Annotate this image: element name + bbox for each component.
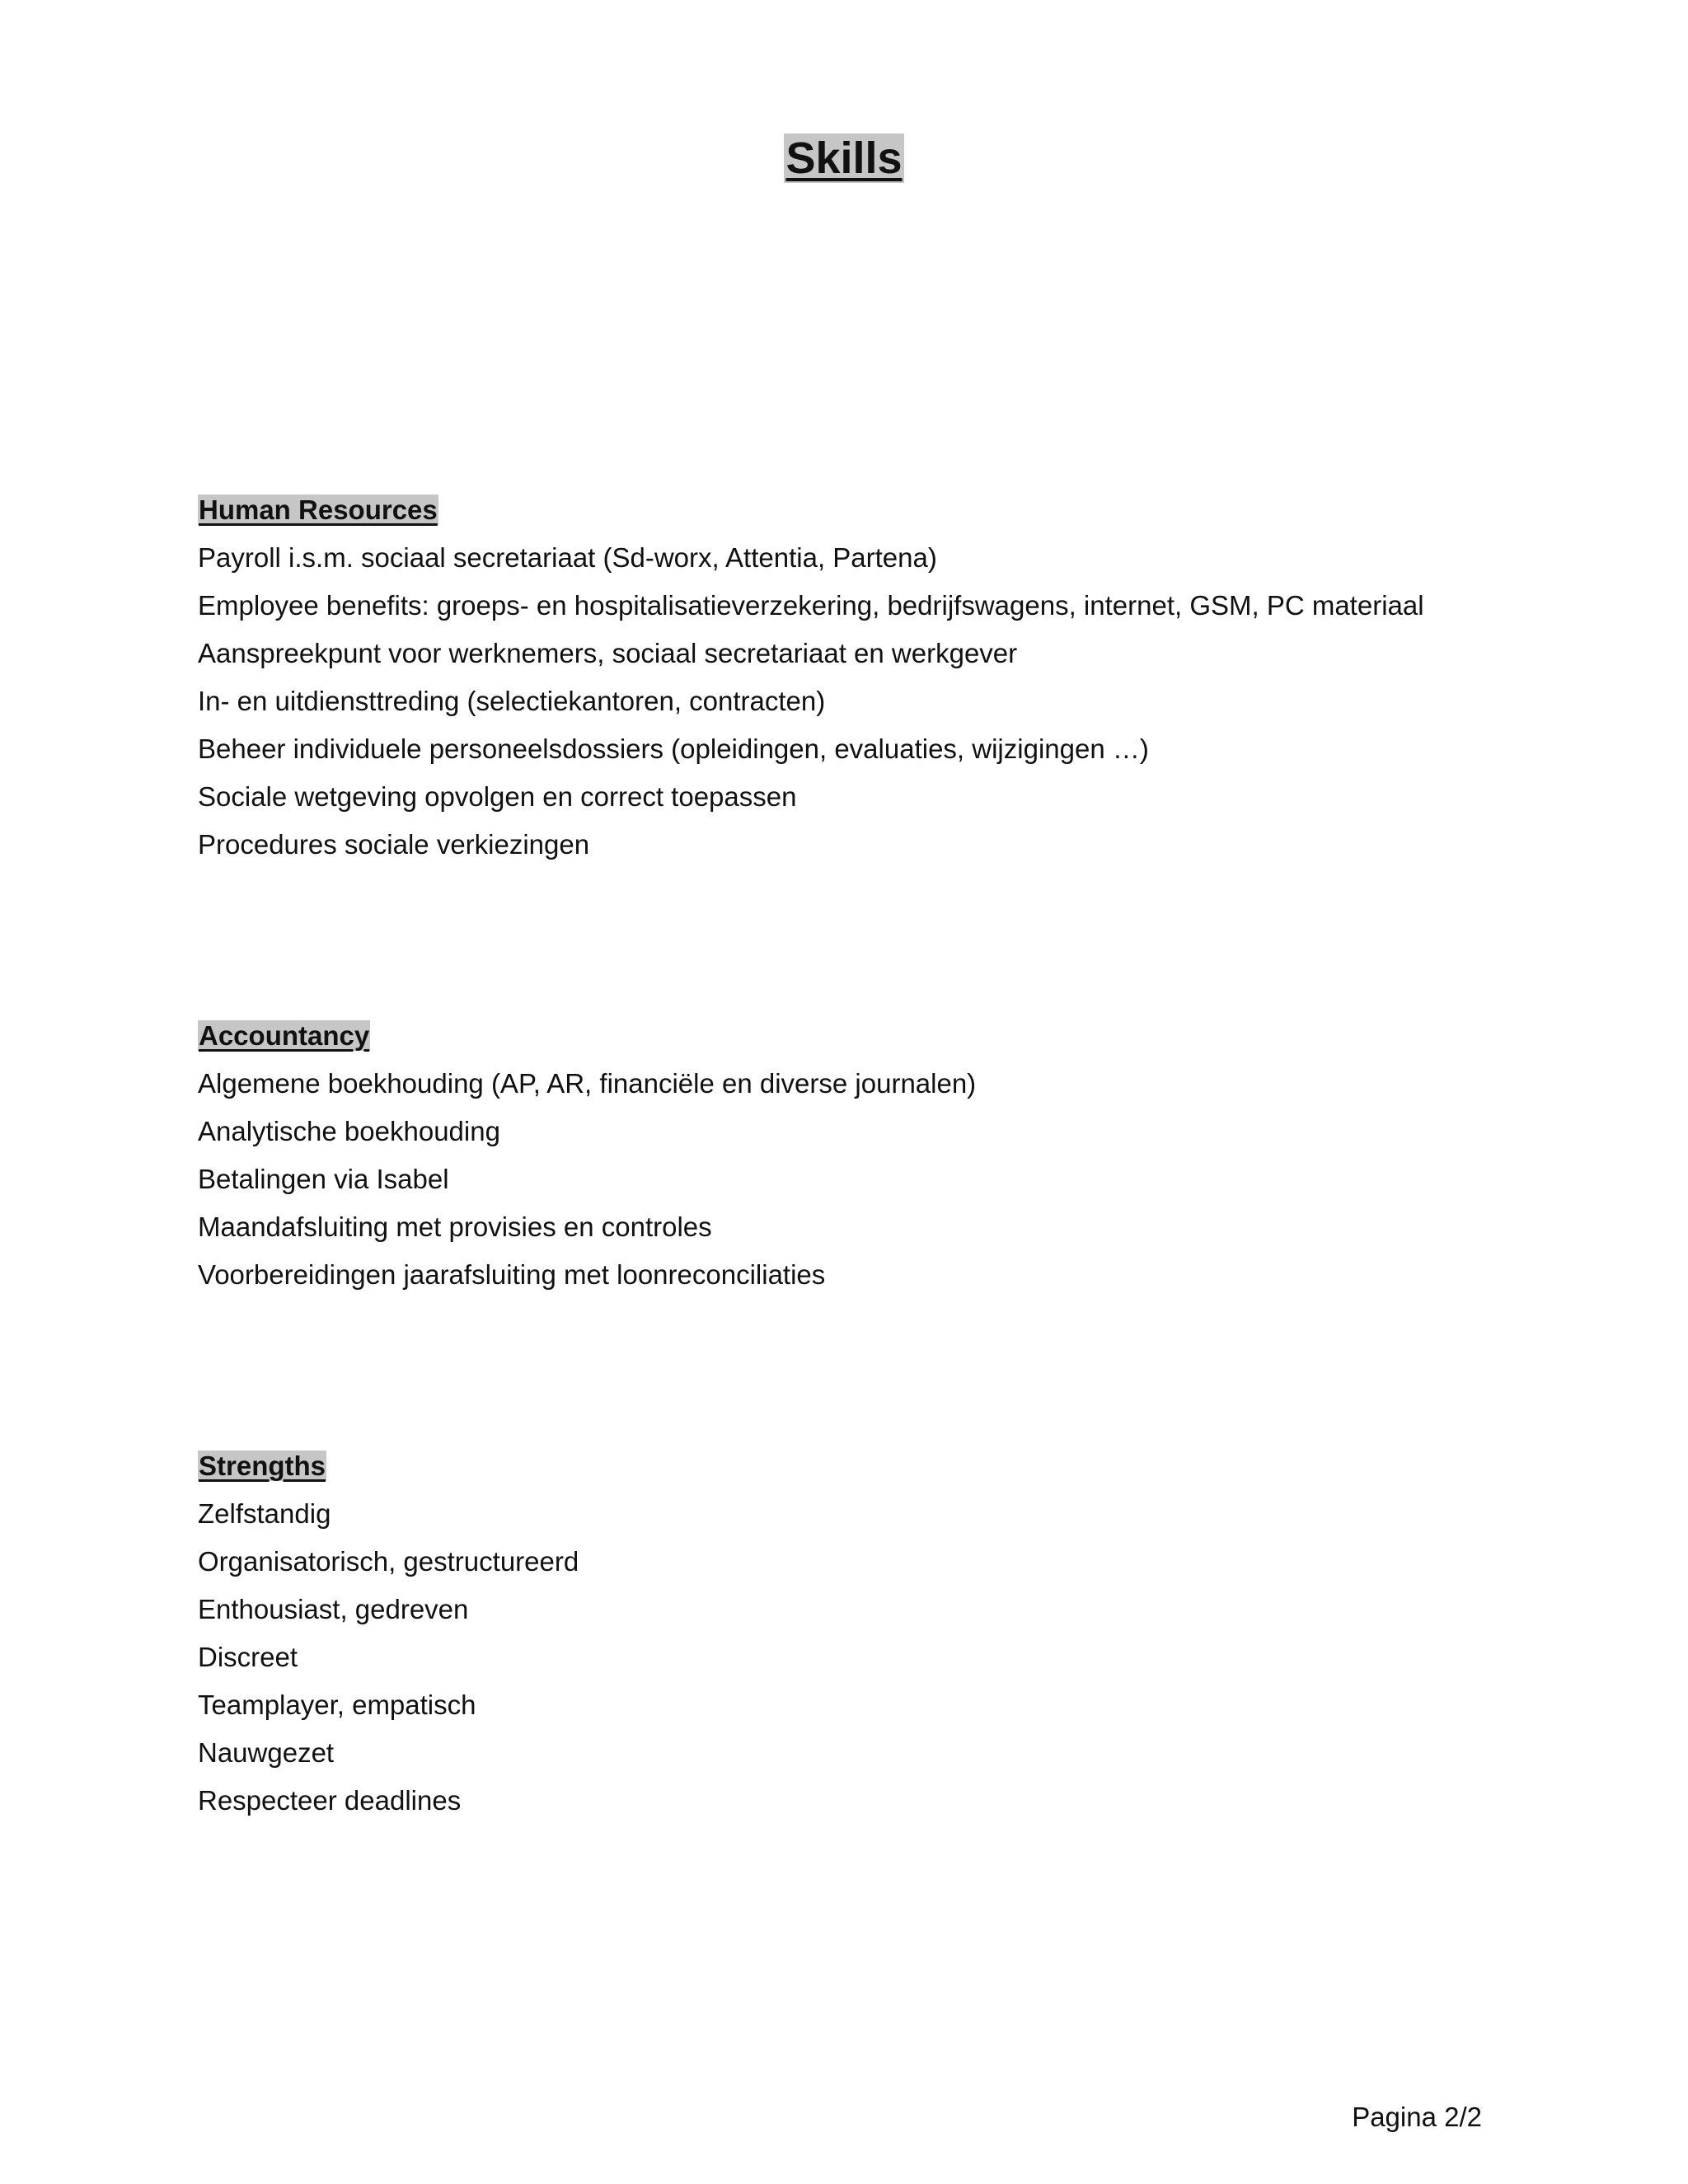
list-item: Betalingen via Isabel xyxy=(198,1164,449,1194)
list-item: Employee benefits: groeps- en hospitalisatieverzekering, bedrijfswagens, internet, GSM, PC materiaal xyxy=(198,590,1424,621)
list-item: In- en uitdiensttreding (selectiekantoren, contracten) xyxy=(198,686,826,716)
list-item: Enthousiast, gedreven xyxy=(198,1594,469,1624)
list-item: Organisatorisch, gestructureerd xyxy=(198,1546,579,1577)
list-item: Payroll i.s.m. sociaal secretariaat (Sd-worx, Attentia, Partena) xyxy=(198,542,937,573)
page-title xyxy=(0,132,1688,185)
list-item: Discreet xyxy=(198,1642,298,1672)
list-item: Zelfstandig xyxy=(198,1498,331,1529)
list-item: Procedures sociale verkiezingen xyxy=(198,829,590,860)
list-item: Aanspreekpunt voor werknemers, sociaal secretariaat en werkgever xyxy=(198,638,1018,668)
skill-list xyxy=(198,534,1599,869)
section-heading-text: Human Resources xyxy=(199,494,438,525)
section-heading xyxy=(198,1012,370,1060)
section-heading xyxy=(198,486,438,534)
list-item: Beheer individuele personeelsdossiers (opleidingen, evaluaties, wijzigingen …) xyxy=(198,733,1149,764)
page-number: Pagina 2/2 xyxy=(1352,2102,1482,2132)
list-item: Algemene boekhouding (AP, AR, financiële en diverse journalen) xyxy=(198,1068,977,1099)
list-item: Teamplayer, empatisch xyxy=(198,1690,476,1720)
list-item: Maandafsluiting met provisies en controles xyxy=(198,1212,712,1242)
list-item: Analytische boekhouding xyxy=(198,1116,500,1146)
list-item: Nauwgezet xyxy=(198,1737,335,1768)
section-human-resources xyxy=(198,486,1599,869)
page-title-text: Skills xyxy=(785,134,903,183)
section-heading-text: Strengths xyxy=(199,1451,326,1481)
section-accountancy xyxy=(198,1012,1599,1299)
skill-list xyxy=(198,1060,1599,1299)
section-heading-text: Accountancy xyxy=(199,1020,370,1051)
list-item: Sociale wetgeving opvolgen en correct toepassen xyxy=(198,781,797,812)
list-item: Respecteer deadlines xyxy=(198,1785,462,1816)
list-item: Voorbereidingen jaarafsluiting met loonreconciliaties xyxy=(198,1259,826,1290)
section-heading xyxy=(198,1442,326,1490)
section-strengths xyxy=(198,1442,1599,1825)
skill-list xyxy=(198,1490,1599,1825)
